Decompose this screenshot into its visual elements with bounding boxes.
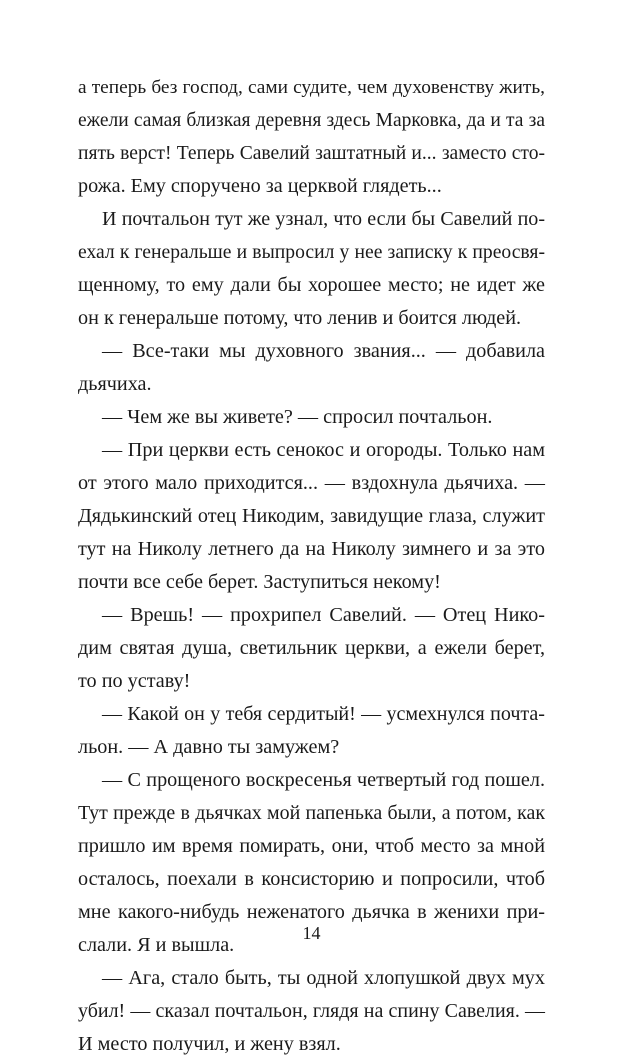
text-line: — Чем же вы живете? — спросил почтальон. [102, 406, 493, 428]
text-line: — Все-таки мы духовного звания... — добавила [102, 340, 545, 362]
text-line: от этого мало приходится... — вздохнула дьячиха. — [78, 472, 545, 494]
body-text [78, 71, 545, 1061]
text-line: мне какого-нибудь неженатого дьячка в женихи при- [78, 901, 545, 923]
text-line: И место получил, и жену взял. [78, 1033, 341, 1055]
text-line: слали. Я и вышла. [78, 934, 235, 956]
text-line: — Какой он у тебя сердитый! — усмехнулся почта- [102, 703, 545, 725]
text-line: то по уставу! [78, 670, 191, 692]
text-line: пришло им время помирать, они, чтоб место за мной [78, 835, 545, 857]
text-line: тут на Николу летнего да на Николу зимнего и за это [78, 538, 545, 560]
text-line: — При церкви есть сенокос и огороды. Только нам [102, 439, 545, 461]
text-line: Дядькинский отец Никодим, завидущие глаза, служит [78, 505, 545, 527]
text-line: а теперь без господ, сами судите, чем духовенству жить, [78, 77, 545, 98]
text-line: пять верст! Теперь Савелий заштатный и... заместо сто- [78, 143, 545, 164]
text-line: дьячиха. [78, 373, 152, 395]
text-line: — Ага, стало быть, ты одной хлопушкой двух мух [102, 967, 545, 989]
text-line: И почтальон тут же узнал, что если бы Савелий по- [102, 208, 545, 230]
text-line: почти все себе берет. Заступиться некому! [78, 571, 441, 593]
text-line: осталось, поехали в консисторию и попросили, чтоб [78, 868, 545, 890]
text-line: убил! — сказал почтальон, глядя на спину Савелия. — [78, 1000, 545, 1022]
text-line: ехал к генеральше и выпросил у нее записку к преосвя- [78, 242, 545, 263]
text-line: — Врешь! — прохрипел Савелий. — Отец Нико- [102, 604, 545, 626]
text-line: дим святая душа, светильник церкви, а ежели берет, [78, 637, 545, 659]
text-line: Тут прежде в дьячках мой папенька были, а потом, как [78, 802, 545, 824]
text-line: рожа. Ему споручено за церквой глядеть... [78, 175, 442, 197]
text-line: льон. — А давно ты замужем? [78, 736, 340, 758]
page-number: 14 [302, 923, 321, 943]
text-line: — С прощеного воскресенья четвертый год пошел. [102, 769, 545, 791]
text-line: он к генеральше потому, что ленив и боится людей. [78, 307, 522, 329]
text-line: щенному, то ему дали бы хорошее место; не идет же [78, 274, 545, 296]
text-line: ежели самая близкая деревня здесь Марковка, да и та за [78, 110, 545, 131]
